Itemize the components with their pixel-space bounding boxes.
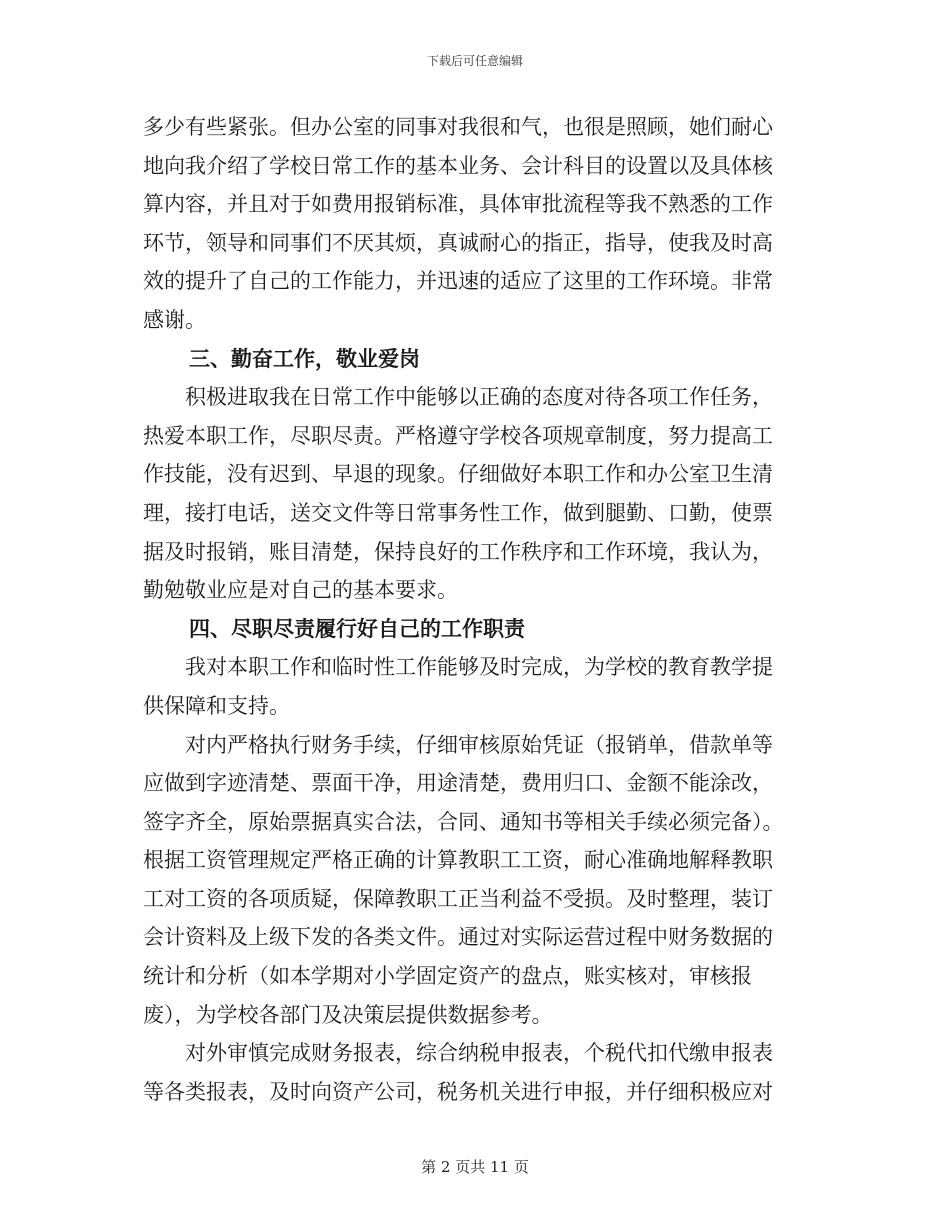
paragraph-line: 作技能，没有迟到、早退的现象。仔细做好本职工作和办公室卫生清: [143, 462, 773, 487]
document-body: [143, 108, 803, 1111]
paragraph-line: 我对本职工作和临时性工作能够及时完成，为学校的教育教学提: [143, 655, 773, 680]
paragraph-line: 算内容，并且对于如费用报销标准，具体审批流程等我不熟悉的工作: [143, 192, 773, 217]
paragraph-line: 等各类报表，及时向资产公司，税务机关进行申报，并仔细积极应对: [143, 1079, 773, 1104]
paragraph-line: 应做到字迹清楚、票面干净，用途清楚，费用归口、金额不能涂改，: [143, 771, 773, 796]
page-number: 第 2 页共 11 页: [421, 1158, 529, 1176]
paragraph-line: 供保障和支持。: [143, 693, 290, 718]
paragraph-line: 积极进取我在日常工作中能够以正确的态度对待各项工作任务，: [143, 385, 773, 410]
paragraph-line: 据及时报销，账目清楚，保持良好的工作秩序和工作环境，我认为，: [143, 539, 773, 564]
paragraph-line: 工对工资的各项质疑，保障教职工正当利益不受损。及时整理，装订: [143, 886, 773, 911]
paragraph-line: 对外审慎完成财务报表，综合纳税申报表，个税代扣代缴申报表: [143, 1041, 773, 1066]
paragraph-line: 理，接打电话，送交文件等日常事务性工作，做到腿勤、口勤，使票: [143, 500, 773, 525]
paragraph-line: 废），为学校各部门及决策层提供数据参考。: [143, 1002, 553, 1027]
paragraph-line: 签字齐全，原始票据真实合法，合同、通知书等相关手续必须完备）。: [143, 809, 784, 834]
section-heading: 四、尽职尽责履行好自己的工作职责: [189, 615, 525, 641]
paragraph-line: 对内严格执行财务手续，仔细审核原始凭证（报销单，借款单等: [143, 732, 773, 757]
page-header-note: 下载后可任意编辑: [426, 54, 523, 68]
paragraph-line: 感谢。: [143, 307, 206, 332]
paragraph-line: 地向我介绍了学校日常工作的基本业务、会计科目的设置以及具体核: [143, 153, 773, 178]
paragraph-line: 热爱本职工作，尽职尽责。严格遵守学校各项规章制度，努力提高工: [143, 423, 773, 448]
paragraph-line: 统计和分析（如本学期对小学固定资产的盘点，账实核对，审核报: [143, 964, 752, 989]
paragraph-line: 环节，领导和同事们不厌其烦，真诚耐心的指正，指导，使我及时高: [143, 230, 773, 255]
paragraph-line: 根据工资管理规定严格正确的计算教职工工资，耐心准确地解释教职: [143, 848, 773, 873]
paragraph-line: 多少有些紧张。但办公室的同事对我很和气，也很是照顾，她们耐心: [143, 115, 773, 139]
paragraph-line: 勤勉敬业应是对自己的基本要求。: [143, 578, 458, 603]
paragraph-line: 效的提升了自己的工作能力，并迅速的适应了这里的工作环境。非常: [143, 269, 773, 294]
paragraph-line: 会计资料及上级下发的各类文件。通过对实际运营过程中财务数据的: [143, 925, 773, 950]
section-heading: 三、勤奋工作，敬业爱岗: [189, 345, 420, 371]
